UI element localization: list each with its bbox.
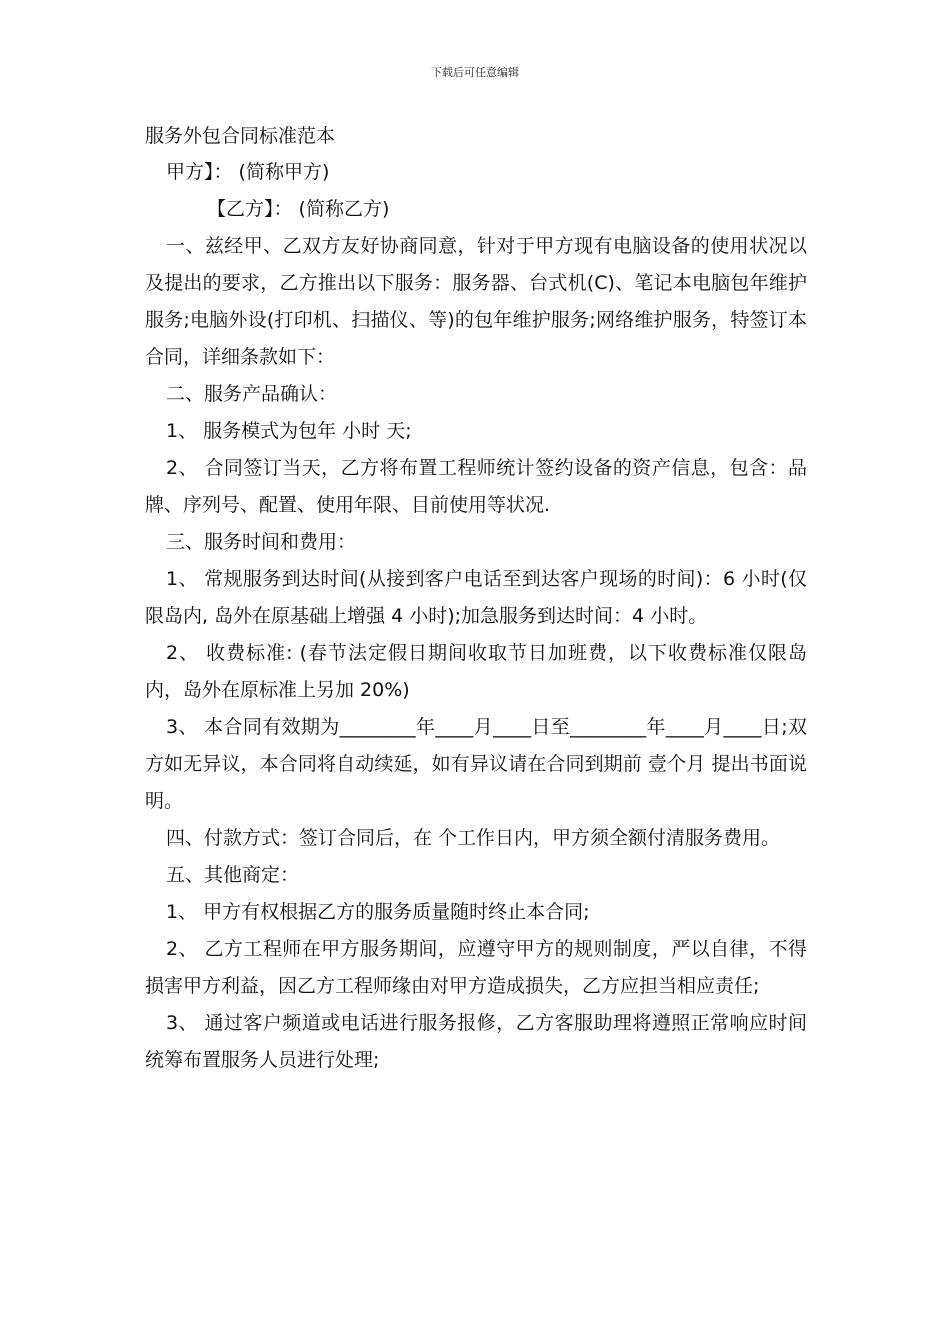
section-3-item-1: 1、 常规服务到达时间(从接到客户电话至到达客户现场的时间)：6 小时(仅限岛内, 岛外在原基础上增强 4 小时);加急服务到达时间：4 小时。 bbox=[145, 568, 807, 627]
section-5-heading: 五、其他商定： bbox=[166, 864, 300, 886]
section-3-item-2: 2、 收费标准: (春节法定假日期间收取节日加班费，以下收费标准仅限岛内，岛外在原标准上另加 20%) bbox=[145, 642, 807, 701]
section-5-item-2: 2、 乙方工程师在甲方服务期间，应遵守甲方的规则制度，严以自律，不得损害甲方利益，因乙方工程师缘由对甲方造成损失，乙方应担当相应责任; bbox=[145, 938, 807, 997]
party-a-line: 甲方】： (简称甲方) bbox=[166, 161, 330, 183]
section-3-item-3: 3、 本合同有效期为________年____月____日至________年____月____日;双方如无异议，本合同将自动续延，如有异议请在合同到期前 壹个月 提出书面说明。 bbox=[145, 716, 807, 812]
section-3-heading: 三、服务时间和费用： bbox=[166, 531, 357, 553]
section-2-item-2: 2、 合同签订当天，乙方将布置工程师统计签约设备的资产信息，包含：品牌、序列号、配置、使用年限、目前使用等状况. bbox=[145, 457, 807, 516]
page-header-note: 下载后可任意编辑 bbox=[431, 66, 519, 79]
section-5-item-3: 3、 通过客户频道或电话进行服务报修，乙方客服助理将遵照正常响应时间统筹布置服务人员进行处理; bbox=[145, 1012, 807, 1071]
document-title: 服务外包合同标准范本 bbox=[145, 125, 336, 147]
section-2-heading: 二、服务产品确认： bbox=[166, 383, 338, 405]
clause-1-intro: 一、兹经甲、乙双方友好协商同意，针对于甲方现有电脑设备的使用状况以及提出的要求，乙方推出以下服务：服务器、台式机(C)、笔记本电脑包年维护服务;电脑外设(打印机、扫描仪、等)的包年维护服务;网络维护服务，特签订本合同，详细条款如下： bbox=[145, 235, 807, 368]
section-5-item-1: 1、 甲方有权根据乙方的服务质量随时终止本合同; bbox=[166, 901, 590, 923]
document-body bbox=[145, 118, 807, 1079]
section-2-item-1: 1、 服务模式为包年 小时 天; bbox=[166, 420, 412, 442]
party-b-line: 【乙方】： (简称乙方) bbox=[207, 198, 390, 220]
section-4-payment: 四、付款方式：签订合同后，在 个工作日内，甲方须全额付清服务费用。 bbox=[166, 827, 781, 849]
